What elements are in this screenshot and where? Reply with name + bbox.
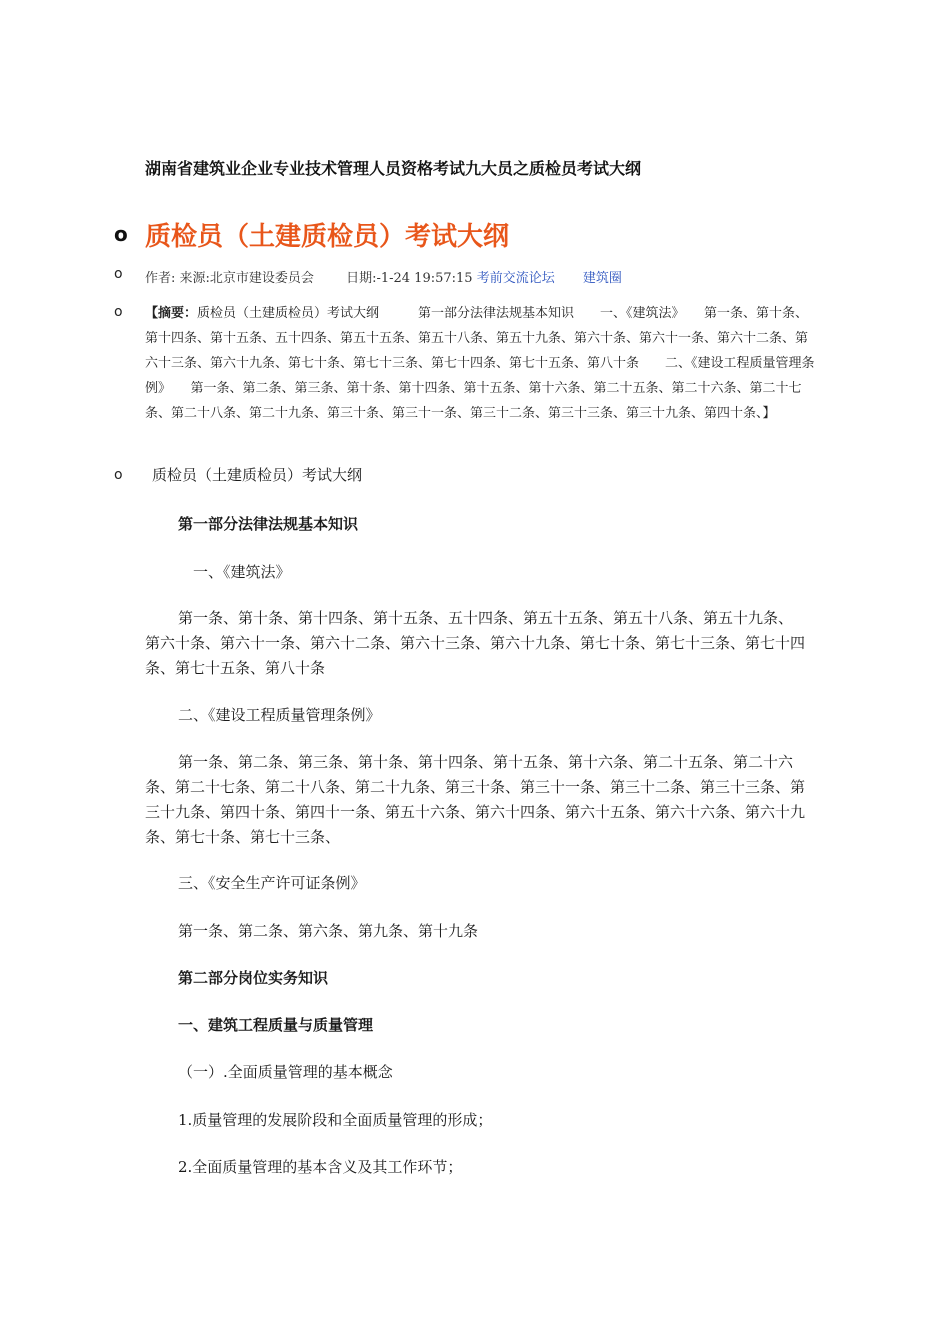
article-list: 第一条、第十条、第十四条、第十五条、五十四条、第五十五条、第五十八条、第五十九条、第六十条、第六十一条、第六十二条、第六十三条、第六十九条、第七十条、第七十三条、第七十四条、第七十五条、第八十条 (145, 609, 806, 677)
meta-author: 作者: (145, 271, 176, 286)
section-heading: 三、《安全生产许可证条例》 (178, 874, 366, 892)
document-title: 湖南省建筑业企业专业技术管理人员资格考试九大员之质检员考试大纲 (145, 159, 642, 178)
site-link[interactable]: 建筑圈 (582, 271, 622, 286)
forum-link[interactable]: 考前交流论坛 (476, 271, 555, 286)
bullet-marker: o (114, 222, 128, 246)
article-list: 第一条、第二条、第六条、第九条、第十九条 (178, 922, 479, 940)
article-summary (145, 301, 817, 426)
section-heading: 二、《建设工程质量管理条例》 (178, 706, 381, 724)
article-meta (145, 267, 622, 286)
summary-label: 【摘要： (145, 306, 198, 321)
bullet-marker: o (114, 304, 123, 320)
subsection-heading: （一）.全面质量管理的基本概念 (178, 1063, 393, 1081)
article-headline: 质检员（土建质检员）考试大纲 (145, 222, 510, 252)
outline-item: 1.质量管理的发展阶段和全面质量管理的形成； (178, 1111, 493, 1129)
chapter-heading: 一、建筑工程质量与质量管理 (178, 1016, 374, 1034)
outline-heading: 质检员（土建质检员）考试大纲 (152, 466, 363, 484)
outline-item: 2.全面质量管理的基本含义及其工作环节； (178, 1158, 463, 1176)
part-two-heading: 第二部分岗位实务知识 (178, 969, 329, 987)
article-list: 第一条、第二条、第三条、第十条、第十四条、第十五条、第十六条、第二十五条、第二十六条、第二十七条、第二十八条、第二十九条、第三十条、第三十一条、第三十二条、第三十三条、第三十九条、第四十条、第四十一条、第五十六条、第六十四条、第六十五条、第六十六条、第六十九条、第七十条、第七十三条、 (145, 753, 806, 846)
meta-date: 日期:-1-24 19:57:15 (346, 271, 473, 286)
bullet-marker: o (114, 266, 123, 282)
summary-text: 质检员（土建质检员）考试大纲 第一部分法律法规基本知识 一、《建筑法》 第一条、第十条、第十四条、第十五条、五十四条、第五十五条、第五十八条、第五十九条、第六十条、第六十一条、第六十二条、第六十三条、第六十九条、第七十条、第七十三条、第七十四条、第七十五条、第八十条 二、《建设工程质量管理条例》 第一条、第二条、第三条、第十条、第十四条、第十五条、第十六条、第二十五条、第二十六条、第二十七条、第二十八条、第二十九条、第三十条、第三十一条、第三十二条、第三十三条、第三十九条、第四十条、】 (145, 306, 815, 421)
meta-source: 来源:北京市建设委员会 (179, 271, 314, 286)
part-one-heading: 第一部分法律法规基本知识 (178, 515, 359, 533)
section-heading: 一、《建筑法》 (193, 563, 291, 581)
bullet-marker: o (114, 467, 123, 483)
